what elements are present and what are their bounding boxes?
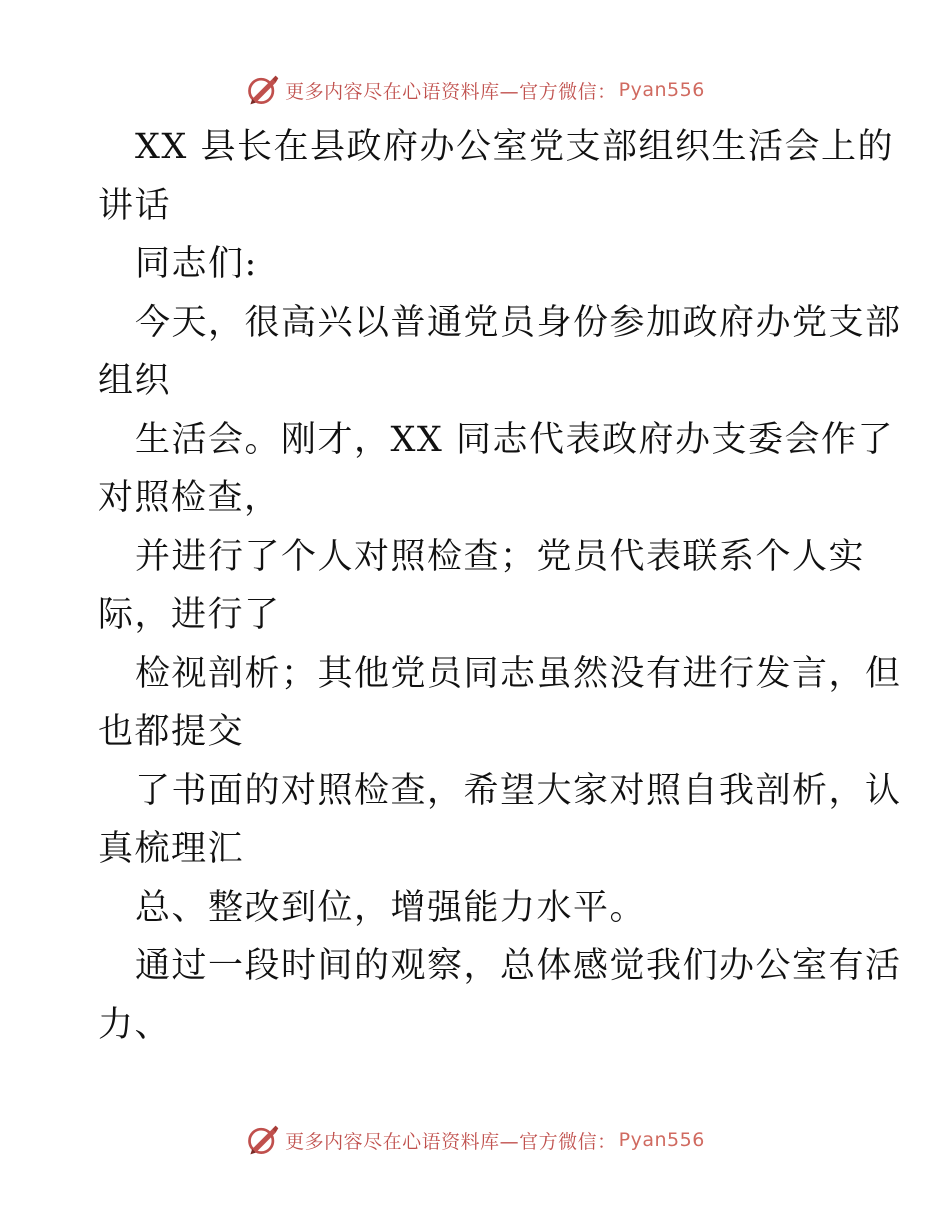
watermark-wechat-id: Pyan556 bbox=[618, 1129, 705, 1151]
paragraph-line: 检视剖析；其他党员同志虽然没有进行发言，但 bbox=[135, 653, 902, 694]
paragraph-line: 今天，很高兴以普通党员身份参加政府办党支部 bbox=[135, 302, 902, 343]
paragraph-line: 力、 bbox=[98, 1004, 172, 1045]
paragraph-line: 生活会。刚才，XX 同志代表政府办支委会作了 bbox=[135, 419, 894, 460]
pen-logo-icon bbox=[245, 1122, 281, 1158]
paragraph-line: 真梳理汇 bbox=[98, 829, 245, 869]
paragraph-line: 总、整改到位，增强能力水平。 bbox=[135, 887, 647, 928]
paragraph-line: 组织 bbox=[98, 361, 172, 401]
paragraph-line: 对照检查， bbox=[98, 478, 281, 518]
paragraph-line: 际，进行了 bbox=[98, 595, 281, 635]
watermark-text: 更多内容尽在心语资料库—官方微信： bbox=[285, 1130, 617, 1153]
watermark-wechat-id: Pyan556 bbox=[618, 79, 705, 101]
title-line-2: 讲话 bbox=[98, 185, 172, 226]
title-line-1: XX 县长在县政府办公室党支部组织生活会上的 bbox=[135, 127, 894, 167]
paragraph-line: 并进行了个人对照检查；党员代表联系个人实 bbox=[135, 536, 866, 577]
watermark-text: 更多内容尽在心语资料库—官方微信： bbox=[285, 80, 617, 103]
footer-watermark bbox=[0, 1120, 950, 1160]
salutation: 同志们: bbox=[135, 244, 258, 284]
paragraph-line: 也都提交 bbox=[98, 712, 245, 752]
paragraph-line: 通过一段时间的观察，总体感觉我们办公室有活 bbox=[135, 946, 902, 986]
document-body bbox=[98, 118, 902, 1054]
header-watermark bbox=[0, 70, 950, 110]
pen-logo-icon bbox=[245, 72, 281, 108]
paragraph-line: 了书面的对照检查，希望大家对照自我剖析，认 bbox=[135, 770, 902, 811]
